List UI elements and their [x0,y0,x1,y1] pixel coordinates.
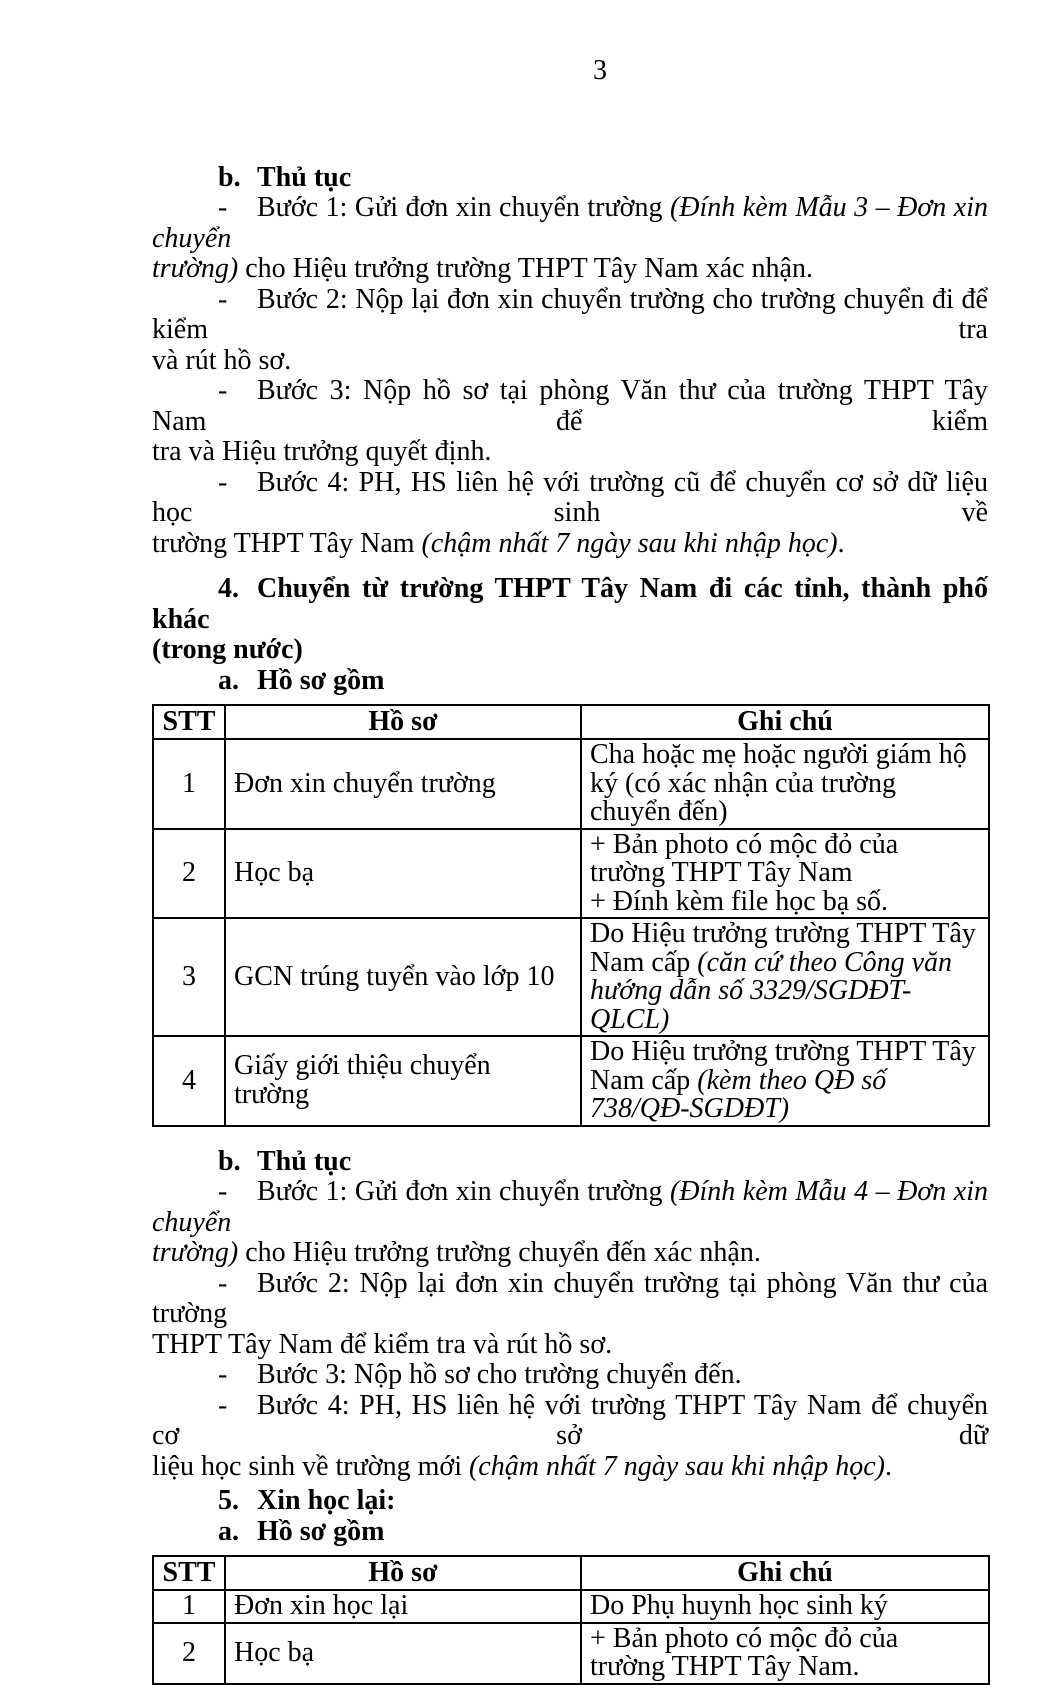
table-2-row-2-ghichu-p1 [590,1622,980,1682]
table-2-row-1 [153,1590,989,1623]
heading-a-ho-so-gom-2-line-1-run-1: Hồ sơ gồm [257,1515,385,1547]
heading-b-thu-tuc-2-line-1-run-1: Thủ tục [257,1145,352,1177]
table-1-row-2 [153,829,989,919]
step-3b-line-1-run-1: Bước 3: Nộp hồ sơ cho trường chuyển đến. [257,1359,742,1390]
table-1-row-1-hoso [225,739,581,829]
step-1b-line-2 [152,1238,988,1269]
page-number: 3 [593,55,607,86]
table-1-row-3-ghichu-p1-run-1: Do Hiệu trưởng trường THPT Tây Nam cấp [590,918,976,978]
table-1-row-2-ghichu-p1-run-1: + Bản photo có mộc đỏ của trường THPT Tây Nam [590,828,899,888]
step-3b-line-1 [152,1360,988,1391]
table-1-row-3 [153,918,989,1036]
table-1-header-1: STT [153,705,225,739]
table-2-row-2-hoso [225,1623,581,1684]
table-2-row-1-hoso-run-1: Đơn xin học lại [234,1590,409,1621]
step-4b-line-2-run-1: liệu học sinh về trường mới [152,1450,469,1482]
table-2-header-1: STT [153,1556,225,1590]
table-1-row-4-stt: 4 [153,1036,225,1126]
step-4a-line-2-run-1: trường THPT Tây Nam [152,527,422,559]
heading-5-xin-hoc-lai [152,1486,988,1517]
table-1-row-3-ghichu [581,918,989,1036]
step-4a-line-2-run-3: . [837,527,845,559]
table-2 [152,1555,990,1685]
table-1-row-4-ghichu-p1-run-2: (kèm theo QĐ số 738/QĐ-SGDĐT) [590,1064,887,1124]
step-4a-line-1 [152,468,988,529]
step-1b-line-2-run-2: cho Hiệu trưởng trường chuyển đến xác nhận. [238,1237,761,1268]
heading-5-xin-hoc-lai-line-1 [152,1486,988,1517]
section-4-heading-line-1-run-1: Chuyển từ trường THPT Tây Nam đi các tỉnh, thành phố khác [152,573,988,635]
table-1-row-3-ghichu-p1 [590,920,980,1034]
table-1-row-4 [153,1036,989,1126]
table-2-row-2-ghichu-p1-run-1: + Bản photo có mộc đỏ của trường THPT Tây Nam. [590,1622,899,1682]
table-1-row-4-hoso-run-1: Giấy giới thiệu chuyển trường [234,1050,491,1110]
table-1-row-1-ghichu-p1-run-1: Cha hoặc mẹ hoặc người giám hộ ký (có xác nhận của trường chuyển đến) [590,739,967,827]
step-4a-line-1-run-1: Bước 4: PH, HS liên hệ với trường cũ để chuyển cơ sở dữ liệu học sinh về [152,466,988,528]
table-1-row-2-hoso-run-1: Học bạ [234,857,315,888]
step-2a-line-1-run-1: Bước 2: Nộp lại đơn xin chuyển trường cho trường chuyển đi để kiểm tra [152,283,988,345]
section-4-heading-line-2-run-1: (trong nước) [152,634,303,665]
table-1-row-2-stt: 2 [153,829,225,919]
list-marker: 5. [218,1485,239,1516]
step-4a-line-2-run-2: (chậm nhất 7 ngày sau khi nhập học) [421,527,838,559]
step-2a [152,285,988,377]
table-1-row-2-ghichu-p2-run-1: + Đính kèm file học bạ số. [590,885,889,917]
step-4b-line-1 [152,1391,988,1452]
step-3b [152,1360,988,1391]
section-4-heading-line-1 [152,574,988,635]
heading-b-thu-tuc-2-line-1 [152,1147,988,1178]
table-1-row-3-hoso [225,918,581,1036]
table-1-row-4-ghichu [581,1036,989,1126]
heading-b-thu-tuc-1-line-1 [152,163,988,194]
heading-a-ho-so-gom-1-line-1 [152,666,988,697]
table-2-row-2 [153,1623,989,1684]
step-4b [152,1391,988,1483]
list-marker: b. [218,1145,241,1177]
table-1-row-2-ghichu-p2 [590,885,980,917]
step-4b-line-2-run-2: (chậm nhất 7 ngày sau khi nhập học) [468,1450,886,1482]
step-1b-line-1-run-2: (Đính kèm Mẫu 4 – Đơn xin chuyển [152,1176,988,1238]
table-1-row-2-ghichu [581,829,989,919]
table-1-row-1-ghichu [581,739,989,829]
table-2-row-1-hoso [225,1590,581,1623]
list-marker: - [218,283,228,315]
table-2-header-3: Ghi chú [581,1556,989,1590]
table-1-row-4-hoso [225,1036,581,1126]
section-4-heading [152,574,988,666]
step-4a [152,468,988,560]
step-2b-line-2-run-1: THPT Tây Nam để kiểm tra và rút hồ sơ. [152,1328,613,1360]
step-1b-line-1-run-1: Bước 1: Gửi đơn xin chuyển trường [257,1176,670,1207]
table-2-header-row [153,1556,989,1590]
table-1-row-1-hoso-run-1: Đơn xin chuyển trường [234,767,496,799]
list-marker: - [218,1267,228,1299]
list-marker: - [218,466,228,498]
step-2a-line-1 [152,285,988,346]
table-1-row-1-stt: 1 [153,739,225,829]
step-1b-line-1 [152,1177,988,1238]
table-1-row-3-hoso-run-1: GCN trúng tuyển vào lớp 10 [234,960,555,992]
heading-b-thu-tuc-1 [152,163,988,194]
heading-a-ho-so-gom-1 [152,666,988,697]
step-3a-line-2-run-1: tra và Hiệu trưởng quyết định. [152,436,492,467]
table-1-header-3: Ghi chú [581,705,989,739]
table-1-row-1-ghichu-p1 [590,741,980,827]
table-2-header-2: Hồ sơ [225,1556,581,1590]
list-marker: - [218,1176,228,1207]
table-1-row-4-ghichu-p1-run-1: Do Hiệu trưởng trường THPT Tây Nam cấp [590,1036,976,1096]
step-2a-line-2 [152,346,988,377]
heading-b-thu-tuc-1-line-1-run-1: Thủ tục [257,161,352,193]
table-2-row-2-hoso-run-1: Học bạ [234,1636,315,1668]
step-1a-line-1-run-2: (Đính kèm Mẫu 3 – Đơn xin chuyển [152,192,988,254]
list-marker: - [218,1389,228,1421]
step-1a-line-2 [152,254,988,285]
heading-b-thu-tuc-2 [152,1147,988,1178]
step-1b [152,1177,988,1269]
step-4b-line-1-run-1: Bước 4: PH, HS liên hệ với trường THPT Tây Nam để chuyển cơ sở dữ [152,1389,988,1451]
heading-a-ho-so-gom-2-line-1 [152,1517,988,1548]
step-2b-line-1 [152,1269,988,1330]
table-1-row-1 [153,739,989,829]
table-1 [152,704,990,1127]
step-4b-line-2-run-3: . [885,1450,893,1482]
list-marker: - [218,1359,228,1390]
table-1-row-3-stt: 3 [153,918,225,1036]
section-4-heading-line-2 [152,635,988,666]
table-2-row-2-ghichu [581,1623,989,1684]
step-1a-line-1-run-1: Bước 1: Gửi đơn xin chuyển trường [257,192,670,223]
step-2a-line-2-run-1: và rút hồ sơ. [152,344,292,376]
table-1-header-row [153,705,989,739]
heading-a-ho-so-gom-2 [152,1517,988,1548]
step-1a-line-1 [152,193,988,254]
table-1-row-2-hoso [225,829,581,919]
heading-5-xin-hoc-lai-line-1-run-1: Xin học lại: [257,1485,396,1516]
step-2b-line-2 [152,1330,988,1361]
step-3a-line-2 [152,437,988,468]
list-marker: a. [218,1515,239,1547]
list-marker: a. [218,664,239,696]
step-3a-line-1 [152,376,988,437]
table-1-row-2-ghichu-p1 [590,828,980,888]
step-2b [152,1269,988,1361]
table-1-row-3-ghichu-p1-run-2: (căn cứ theo Công văn hướng dẫn số 3329/SGDĐT-QLCL) [590,946,953,1035]
list-marker: b. [218,161,241,193]
table-2-row-2-stt: 2 [153,1623,225,1684]
step-1a [152,193,988,285]
list-marker: - [218,192,228,223]
step-1a-line-2-run-2: cho Hiệu trưởng trường THPT Tây Nam xác nhận. [238,253,813,284]
table-2-row-1-ghichu-p1 [590,1592,980,1621]
step-3a-line-1-run-1: Bước 3: Nộp hồ sơ tại phòng Văn thư của trường THPT Tây Nam để kiểm [152,375,988,437]
heading-a-ho-so-gom-1-line-1-run-1: Hồ sơ gồm [257,664,385,696]
table-2-row-1-ghichu-p1-run-1: Do Phụ huynh học sinh ký [590,1590,888,1621]
table-1-header-2: Hồ sơ [225,705,581,739]
step-3a [152,376,988,468]
step-1b-line-2-run-1: trường) [152,1237,239,1268]
table-1-row-4-ghichu-p1 [590,1038,980,1124]
document-content [152,163,988,1685]
step-1a-line-2-run-1: trường) [152,253,239,284]
table-2-row-1-stt: 1 [153,1590,225,1623]
step-2b-line-1-run-1: Bước 2: Nộp lại đơn xin chuyển trường tại phòng Văn thư của trường [152,1267,988,1329]
list-marker: 4. [218,573,239,604]
step-4a-line-2 [152,529,988,560]
list-marker: - [218,375,228,406]
table-2-row-1-ghichu [581,1590,989,1623]
step-4b-line-2 [152,1452,988,1483]
